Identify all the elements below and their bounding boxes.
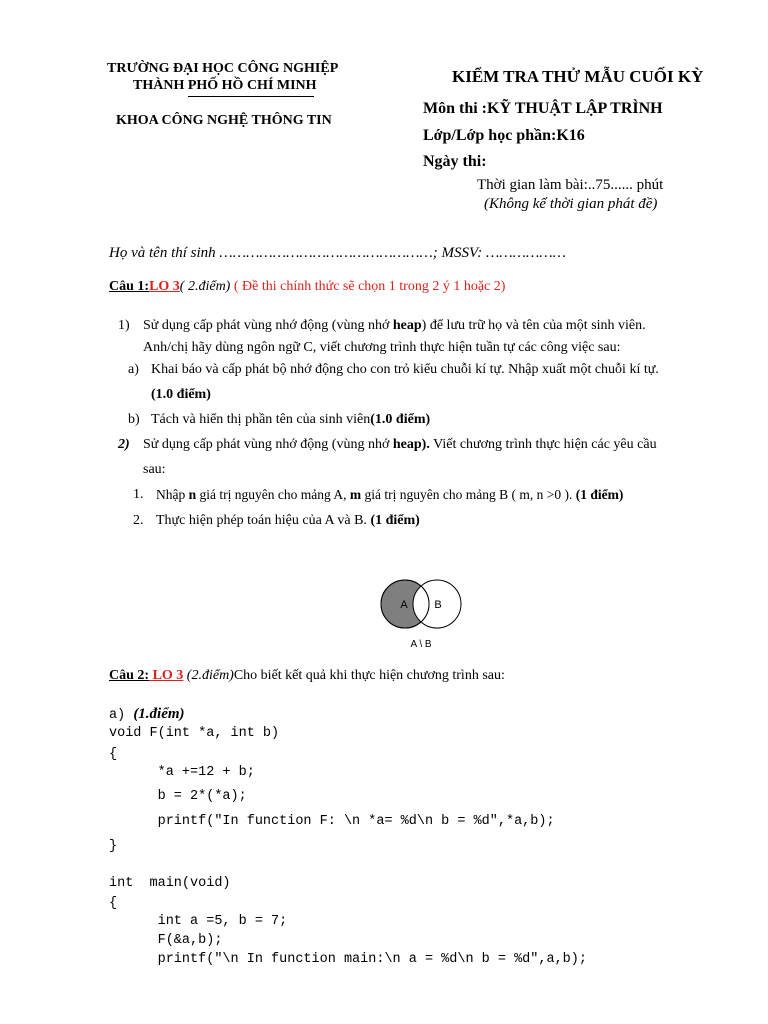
q1-item-1-line2: Anh/chị hãy dùng ngôn ngữ C, viết chương trình thực hiện tuần tự các công việc sau: bbox=[143, 340, 621, 355]
question-2-points: (2.điểm) bbox=[183, 668, 234, 683]
faculty-name: KHOA CÔNG NGHỆ THÔNG TIN bbox=[116, 113, 332, 128]
q1-item-1-text bbox=[143, 318, 646, 334]
q1-sub-b-label: Tách và hiển thị phần tên của sinh viên bbox=[151, 412, 371, 427]
code-line: printf("\n In function main:\n a = %d\n b = %d",a,b); bbox=[109, 952, 587, 967]
question-2-part-a bbox=[109, 705, 185, 723]
q1-sub-a-number: a) bbox=[128, 362, 139, 377]
venn-caption: A \ B bbox=[410, 639, 432, 650]
q1-task-2-text bbox=[156, 513, 420, 529]
code-line: F(&a,b); bbox=[109, 933, 223, 948]
q1-task-1-number: 1. bbox=[133, 487, 144, 502]
q1-item-2-number: 2) bbox=[118, 437, 130, 452]
q1-task-1-m: m bbox=[349, 487, 362, 502]
question-2-heading bbox=[109, 668, 505, 684]
question-2-prompt: Cho biết kết quả khi thực hiện chương trình sau: bbox=[233, 668, 505, 683]
school-name-line2: THÀNH PHỐ HỒ CHÍ MINH bbox=[133, 78, 317, 93]
venn-diagram bbox=[375, 577, 467, 651]
q1-item-2-text-b: Viết chương trình thực hiện các yêu cầu bbox=[429, 437, 657, 452]
q1-item-1-number: 1) bbox=[118, 318, 130, 333]
q1-item-1-text-a: Sử dụng cấp phát vùng nhớ động (vùng nhớ bbox=[143, 318, 393, 333]
q1-item-2-heap: heap). bbox=[392, 437, 430, 452]
q1-task-1-c: giá trị nguyên cho mảng B ( m, n >0 ). bbox=[361, 487, 576, 502]
school-name-line1: TRƯỜNG ĐẠI HỌC CÔNG NGHIỆP bbox=[107, 61, 339, 76]
q1-task-2-label: Thực hiện phép toán hiệu của A và B. bbox=[156, 513, 371, 528]
question-1-label: Câu 1: bbox=[109, 279, 150, 294]
venn-label-b: B bbox=[434, 599, 442, 611]
exam-subject: Môn thi :KỸ THUẬT LẬP TRÌNH bbox=[423, 100, 663, 117]
question-2-label: Câu 2: bbox=[109, 668, 150, 683]
q1-sub-b-number: b) bbox=[128, 412, 140, 427]
q1-item-2-text-a: Sử dụng cấp phát vùng nhớ động (vùng nhớ bbox=[143, 437, 393, 452]
header-underline bbox=[188, 96, 314, 97]
code-line: { bbox=[109, 747, 118, 762]
code-line: b = 2*(*a); bbox=[109, 789, 247, 804]
question-1-points: ( 2.điểm) bbox=[179, 279, 231, 294]
q1-task-1-n: n bbox=[188, 487, 197, 502]
question-1-lo: LO 3 bbox=[149, 279, 180, 294]
q1-sub-b-text bbox=[151, 412, 430, 428]
code-line: *a +=12 + b; bbox=[109, 765, 255, 780]
venn-label-a: A bbox=[400, 599, 408, 611]
code-line: int a =5, b = 7; bbox=[109, 914, 288, 929]
q1-item-2-text bbox=[143, 437, 657, 453]
exam-date: Ngày thi: bbox=[423, 153, 487, 170]
exam-title: KIỂM TRA THỬ MẪU CUỐI KỲ bbox=[452, 67, 704, 86]
q1-sub-a-points: (1.0 điểm) bbox=[151, 387, 211, 402]
q1-sub-a-text: Khai báo và cấp phát bộ nhớ động cho con trỏ kiểu chuỗi kí tự. Nhập xuất một chuỗi kí tự. bbox=[151, 362, 659, 377]
q1-task-2-points: (1 điểm) bbox=[370, 513, 420, 528]
code-line: void F(int *a, int b) bbox=[109, 726, 280, 741]
q1-task-2-number: 2. bbox=[133, 513, 144, 528]
q1-item-1-heap: heap bbox=[392, 318, 422, 333]
exam-duration-note: (Không kể thời gian phát đề) bbox=[484, 196, 658, 212]
part-a-prefix: a) bbox=[109, 708, 134, 723]
question-1-heading bbox=[109, 279, 505, 295]
question-2-lo: LO 3 bbox=[149, 668, 184, 683]
q1-task-1-points: (1 điểm) bbox=[575, 487, 624, 502]
code-line: { bbox=[109, 896, 118, 911]
code-line: printf("In function F: \n *a= %d\n b = %d",*a,b); bbox=[109, 814, 555, 829]
code-line: } bbox=[109, 839, 118, 854]
student-info-line: Họ và tên thí sinh …………………………………………; MSSV: ……………… bbox=[109, 245, 567, 261]
q1-sub-b-points: (1.0 điểm) bbox=[370, 412, 431, 427]
code-line: int main(void) bbox=[109, 876, 231, 891]
exam-class: Lớp/Lớp học phần:K16 bbox=[423, 127, 585, 144]
question-1-note: ( Đề thi chính thức sẽ chọn 1 trong 2 ý 1 hoặc 2) bbox=[230, 279, 506, 294]
q1-task-1-a: Nhập bbox=[156, 487, 189, 502]
part-a-points: (1.điểm) bbox=[133, 706, 185, 722]
exam-duration: Thời gian làm bài:..75...... phút bbox=[477, 177, 664, 193]
q1-task-1-text bbox=[156, 487, 623, 503]
q1-task-1-b: giá trị nguyên cho mảng A, bbox=[196, 487, 350, 502]
q1-item-2-line2: sau: bbox=[143, 462, 166, 477]
q1-item-1-text-b: ) để lưu trữ họ và tên của một sinh viên. bbox=[421, 318, 646, 333]
